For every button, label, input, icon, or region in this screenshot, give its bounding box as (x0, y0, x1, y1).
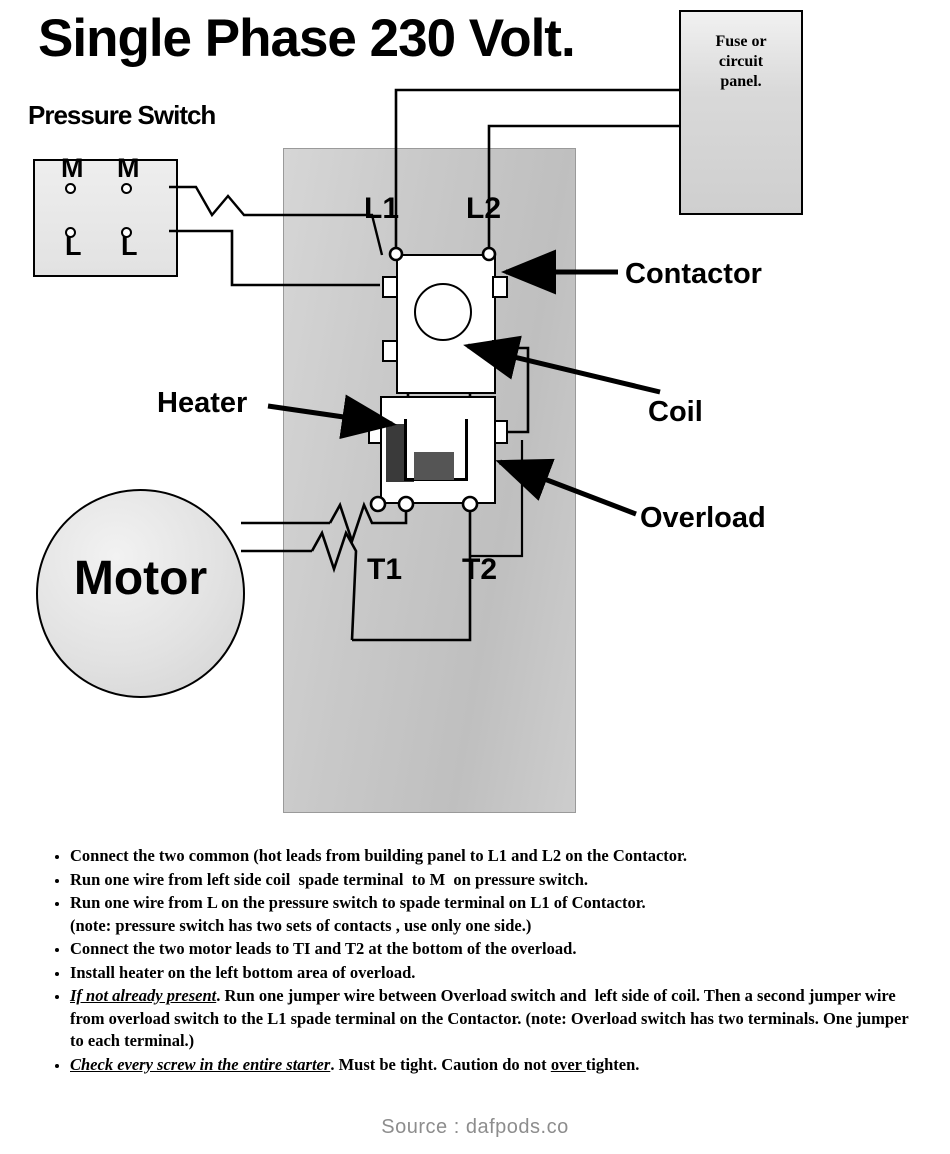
instruction-item: • Run one wire from L on the pressure switch to spade terminal on L1 of Contactor. (note: pressure switch has two sets of contacts , use only one side.) (70, 892, 922, 937)
callout-overload: Overload (640, 502, 766, 534)
instruction-item: • Connect the two motor leads to TI and T2 at the bottom of the overload. (70, 938, 922, 961)
instructions-list (36, 845, 922, 1077)
terminal-label-t1: T1 (367, 553, 403, 586)
callout-coil: Coil (648, 396, 703, 428)
terminal-label-l2: L2 (466, 192, 502, 225)
callout-heater: Heater (157, 387, 248, 419)
instructions-ul (36, 845, 922, 1076)
instruction-item: • Run one wire from left side coil spade terminal to M on pressure switch. (70, 869, 922, 892)
page-title: Single Phase 230 Volt. (38, 9, 575, 68)
fuse-panel-label: Fuse or circuit panel. (715, 33, 767, 90)
instruction-item: • Connect the two common (hot leads from building panel to L1 and L2 on the Contactor. (70, 845, 922, 868)
pressure-label-l2: L (121, 231, 138, 261)
pressure-label-l1: L (65, 231, 82, 261)
pressure-label-m1: M (61, 153, 84, 183)
pressure-switch-title: Pressure Switch (28, 100, 216, 130)
terminal-label-t2: T2 (462, 553, 498, 586)
source-watermark: Source : dafpods.co (381, 1116, 569, 1138)
terminal-label-l1: L1 (364, 192, 400, 225)
instruction-item: • Install heater on the left bottom area of overload. (70, 962, 922, 985)
motor-label: Motor (73, 552, 208, 605)
instruction-item: • Check every screw in the entire starter. Must be tight. Caution do not over tighten. (70, 1054, 922, 1077)
callout-contactor: Contactor (625, 258, 762, 290)
instruction-item: • If not already present. Run one jumper wire between Overload switch and left side of coil. Then a second jumper wire from overload switch to the L1 spade terminal on the Contactor. (note: Overload switch has two terminals. One jumper to each terminal.) (70, 985, 922, 1053)
pressure-label-m2: M (117, 153, 140, 183)
